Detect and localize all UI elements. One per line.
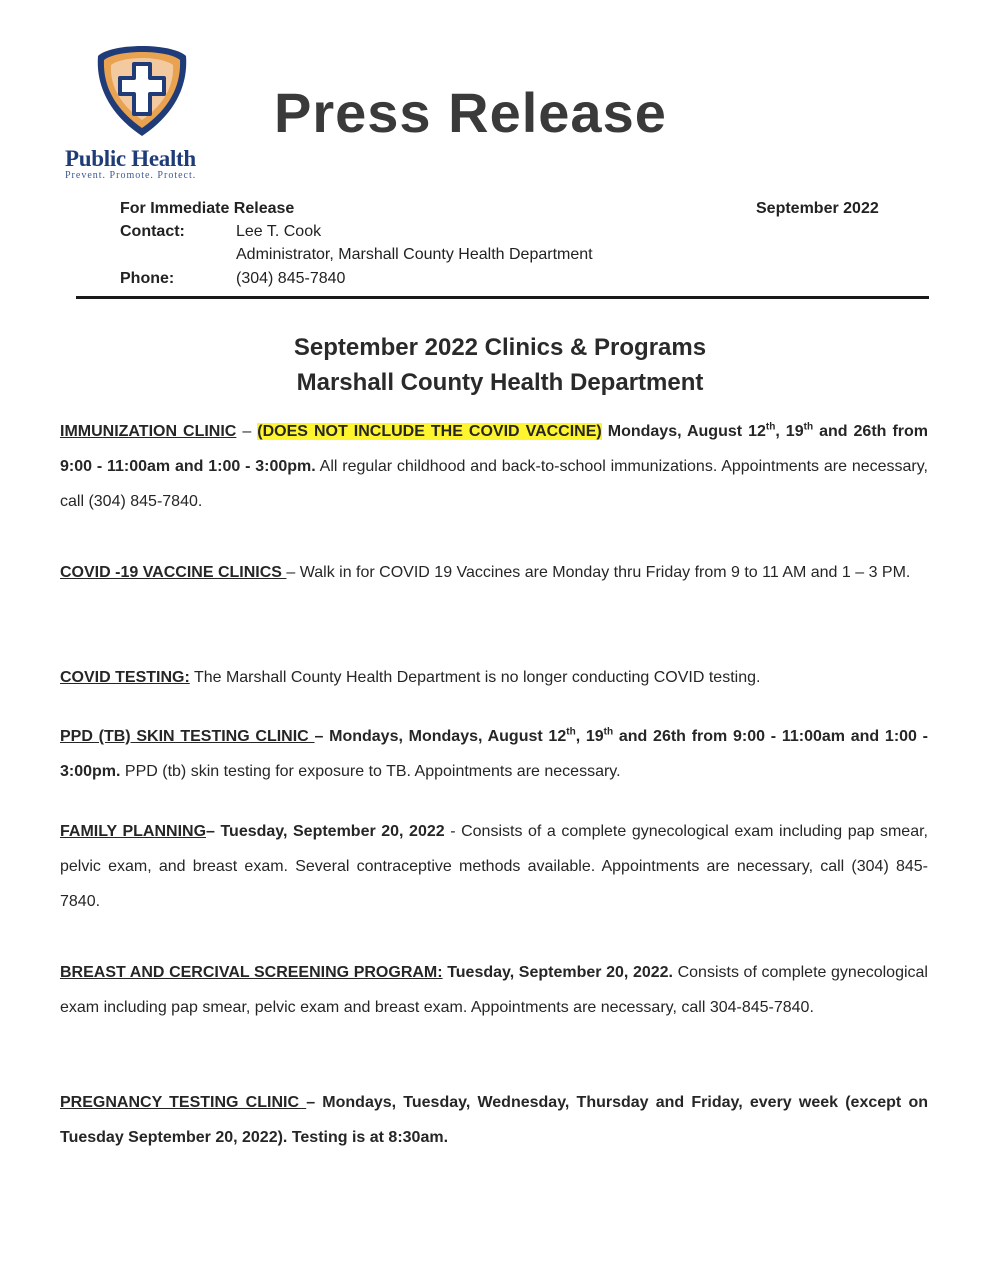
covid-vaccine-heading: COVID -19 VACCINE CLINICS — [60, 564, 287, 581]
phone-label: Phone: — [120, 270, 175, 287]
covid-testing-section — [60, 660, 928, 695]
breast-cervical-date: Tuesday, September 20, 2022. — [442, 964, 673, 981]
contact-label: Contact: — [120, 223, 185, 240]
immunization-sep: – — [236, 423, 258, 440]
ppd-section — [60, 719, 928, 789]
release-label: For Immediate Release — [120, 200, 295, 217]
logo-name: Public Health — [65, 146, 196, 171]
immunization-body: All regular childhood and back-to-school immunizations. Appointments are necessary, call (304) 845-7840. — [60, 458, 928, 510]
covid-vaccine-section — [60, 555, 928, 590]
contact-name: Lee T. Cook — [236, 223, 322, 240]
contact-title: Administrator, Marshall County Health Department — [236, 246, 593, 263]
covid-testing-body: The Marshall County Health Department is no longer conducting COVID testing. — [189, 669, 761, 686]
shield-cross-icon — [92, 40, 192, 140]
document-title-line-2: Marshall County Health Department — [296, 369, 704, 396]
immunization-days-mid: , 19 — [775, 423, 804, 440]
immunization-hours: and 26th from 9:00 - 11:00am and 1:00 - 3:00pm. — [60, 423, 929, 475]
superscript-th: th — [803, 421, 814, 433]
ppd-days-mid: , 19 — [575, 728, 604, 745]
phone-number: (304) 845-7840 — [236, 270, 346, 287]
family-planning-section — [60, 814, 928, 919]
superscript-th: th — [566, 726, 576, 738]
ppd-heading: PPD (TB) SKIN TESTING CLINIC — [60, 728, 315, 745]
public-health-logo — [62, 40, 227, 185]
header-divider — [76, 296, 929, 299]
pregnancy-testing-heading: PREGNANCY TESTING CLINIC — [60, 1094, 307, 1111]
release-date: September 2022 — [756, 200, 879, 217]
document-title-line-1: September 2022 Clinics & Programs — [293, 334, 707, 361]
family-planning-body: - Consists of a complete gynecological exam including pap smear, pelvic exam, and breast exam. Several contraceptive methods available. Appointments are necessary, call (304) 845-7840. — [60, 823, 928, 910]
immunization-section — [60, 414, 928, 519]
immunization-days: Mondays, August 12 — [601, 423, 766, 440]
covid-testing-heading: COVID TESTING: — [60, 669, 190, 686]
pregnancy-testing-body: – Mondays, Tuesday, Wednesday, Thursday and Friday, every week (except on Tuesday September 20, 2022). Testing is at 8:30am. — [60, 1094, 928, 1146]
document-title — [0, 330, 1000, 400]
covid-vaccine-body: – Walk in for COVID 19 Vaccines are Monday thru Friday from 9 to 11 AM and 1 – 3 PM. — [286, 564, 911, 581]
immunization-heading: IMMUNIZATION CLINIC — [60, 423, 237, 440]
family-planning-heading: FAMILY PLANNING — [60, 823, 207, 840]
press-release-title: Press Release — [274, 81, 667, 144]
breast-cervical-body: Consists of complete gynecological exam including pap smear, pelvic exam and breast exam. Appointments are necessary, call 304-845-7840. — [60, 964, 928, 1016]
superscript-th: th — [603, 726, 614, 738]
ppd-days: – Mondays, Mondays, August 12 — [314, 728, 567, 745]
breast-cervical-section — [60, 955, 928, 1025]
logo-tagline: Prevent. Promote. Protect. — [65, 170, 197, 181]
covid-vaccine-exclusion-highlight: (DOES NOT INCLUDE THE COVID VACCINE) — [257, 423, 602, 440]
breast-cervical-heading: BREAST AND CERCIVAL SCREENING PROGRAM: — [60, 964, 443, 981]
pregnancy-testing-section — [60, 1085, 928, 1155]
superscript-th: th — [765, 421, 776, 433]
ppd-hours: and 26th from 9:00 - 11:00am and 1:00 - 3:00pm. — [60, 728, 929, 780]
family-planning-date: – Tuesday, September 20, 2022 — [206, 823, 445, 840]
ppd-body: PPD (tb) skin testing for exposure to TB. Appointments are necessary. — [120, 763, 621, 780]
